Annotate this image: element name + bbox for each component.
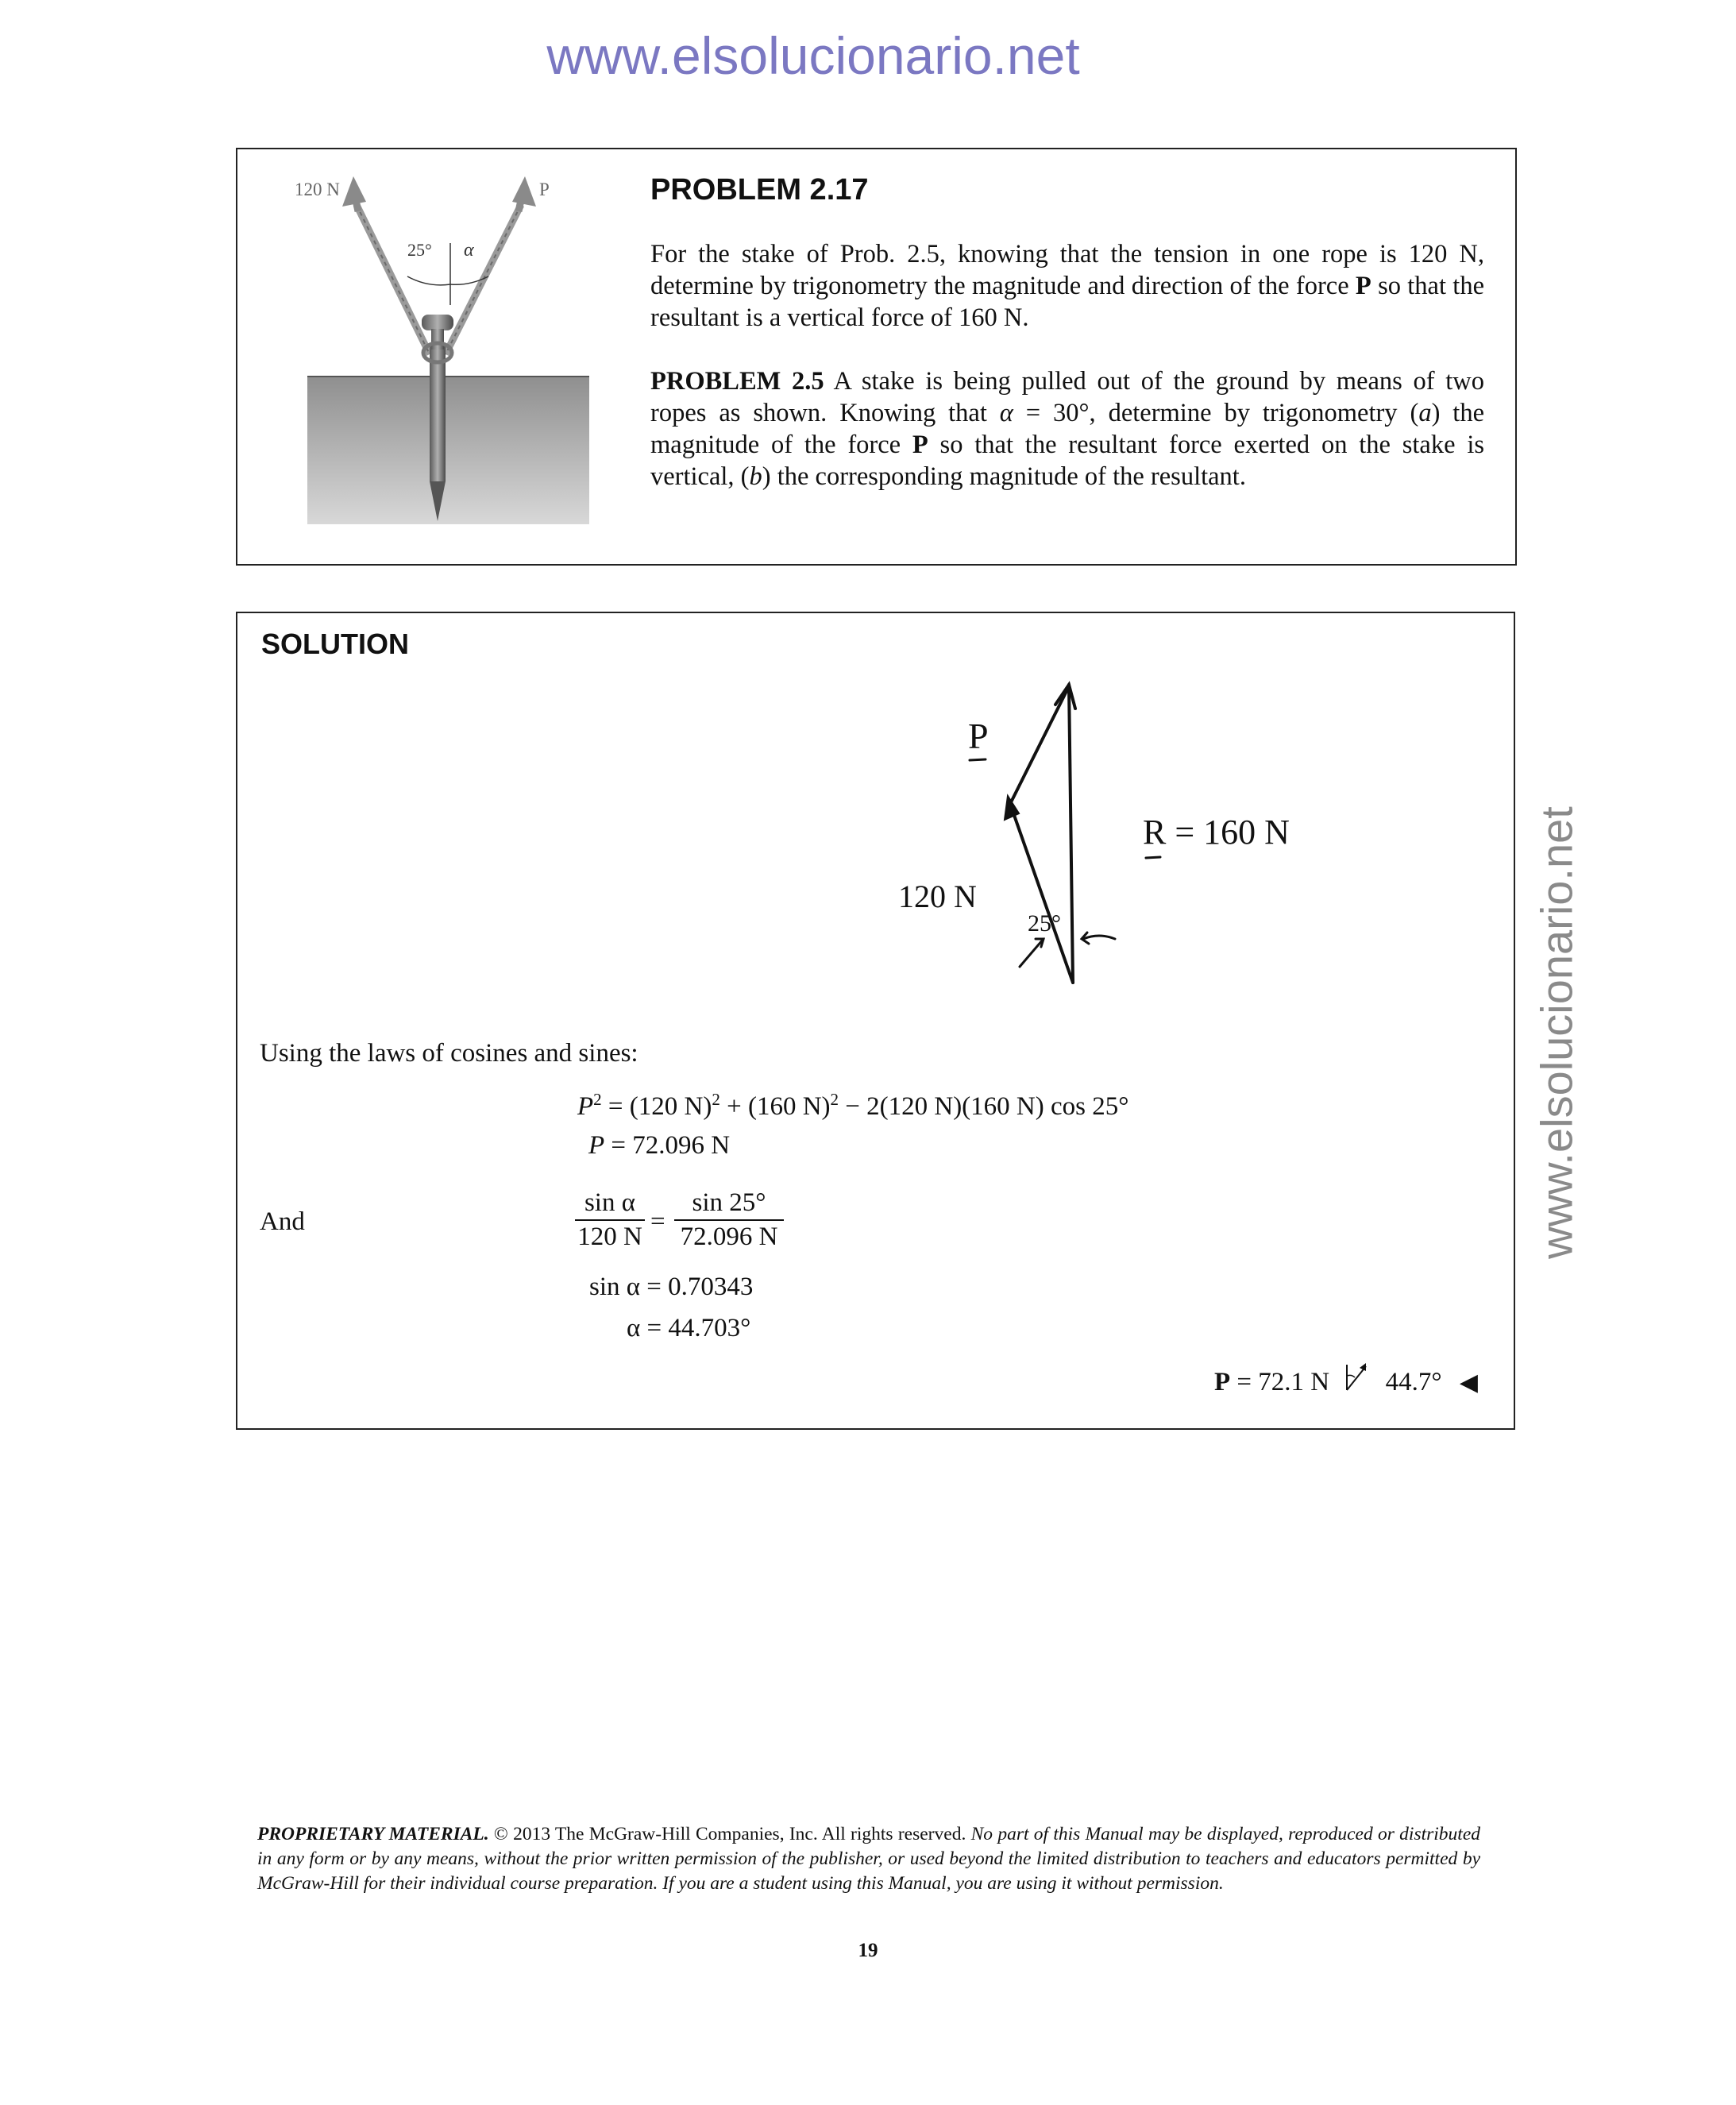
stake: [430, 346, 446, 481]
eq-cos-sup: 2: [593, 1090, 602, 1109]
law-of-sines-right: [674, 1188, 784, 1252]
text-run: 2: [830, 1090, 839, 1109]
text-run: = (120 N): [601, 1092, 712, 1121]
force-p-line: [1010, 686, 1069, 804]
angle-mark-left: [1020, 939, 1044, 967]
stake-head: [422, 315, 453, 330]
force-120n-line: [1010, 804, 1073, 983]
alpha-value: α = 44.703°: [627, 1314, 751, 1342]
text-run: For the stake of Prob. 2.5, knowing that the tension in one rope is 120 N, determine by trigonometry the magnitude and direction of the force: [650, 240, 1484, 300]
problem-reference: [650, 365, 1484, 492]
text-run: α: [999, 399, 1013, 427]
magnitude-p: [588, 1131, 730, 1161]
sketch-label-r: R = 160 N: [1143, 813, 1290, 852]
answer-rest: = 72.1 N: [1230, 1368, 1330, 1396]
text-run: − 2(120 N)(160 N) cos 25°: [839, 1092, 1129, 1121]
eq-cos-lhs: P: [577, 1092, 594, 1121]
direction-icon: [1341, 1361, 1372, 1393]
angle-arc-25: [407, 276, 450, 285]
resultant-line: [1069, 685, 1073, 983]
text-run: ) the corresponding magnitude of the resultant.: [762, 462, 1246, 491]
angle-mark-right: [1083, 936, 1115, 939]
ground: [307, 377, 589, 524]
text-run: PROBLEM 2.5: [650, 367, 824, 396]
problem-heading: PROBLEM 2.17: [650, 173, 869, 207]
answer-end-marker: ◀: [1459, 1369, 1478, 1396]
label-120n: 120 N: [295, 180, 340, 199]
label-alpha: α: [464, 240, 474, 261]
final-answer: [1214, 1361, 1478, 1397]
problem-statement: [650, 238, 1484, 334]
sketch-label-p: P: [968, 716, 989, 756]
text-run: No part of this Manual may be displayed, reproduced or distributed in any form or by any means, without the prior written permission of the publisher, or used beyond the limited distribution to teachers and educators permitted by McGraw-Hill for their individual course preparation. If you are a student using this Manual, you are using it without permission.: [257, 1824, 1481, 1894]
text-run: = 30°, determine by trigonometry (: [1013, 399, 1419, 427]
text-run: ) the magnitude of the force: [650, 399, 1485, 459]
watermark-top[interactable]: www.elsolucionario.net: [546, 26, 1080, 85]
sines-equals: =: [650, 1207, 665, 1236]
answer-angle: 44.7°: [1385, 1368, 1442, 1396]
eq-p-rhs: = 72.096 N: [604, 1131, 731, 1160]
answer-p: P: [1214, 1368, 1231, 1396]
frac-right-num: sin 25°: [674, 1188, 784, 1221]
proprietary-notice: [257, 1822, 1480, 1896]
text-run: + (160 N): [719, 1092, 831, 1121]
watermark-side-text[interactable]: www.elsolucionario.net: [1531, 806, 1582, 1259]
frac-left-num: sin α: [575, 1188, 645, 1221]
text-run: a: [1418, 399, 1432, 427]
text-run: A stake is being pulled out of the ground by means of two ropes as shown. Knowing that: [650, 367, 1484, 427]
text-run: © 2013 The McGraw-Hill Companies, Inc. All rights reserved.: [488, 1824, 971, 1844]
stake-figure: [237, 149, 611, 547]
frac-left-den: 120 N: [577, 1222, 642, 1251]
sketch-label-120n: 120 N: [898, 879, 977, 914]
eq-p-lhs: P: [588, 1131, 605, 1160]
sin-alpha-value: sin α = 0.70343: [589, 1273, 754, 1301]
frac-right-den: 72.096 N: [680, 1222, 778, 1251]
text-run: so that the resultant force exerted on the stake is vertical, (: [650, 431, 1485, 491]
law-of-cosines: [577, 1090, 1128, 1122]
force-triangle-sketch: [627, 677, 1290, 1042]
label-25deg: 25°: [407, 240, 432, 260]
solution-heading: SOLUTION: [261, 628, 409, 660]
eq-cos-rest: [602, 1092, 1129, 1121]
method-intro: Using the laws of cosines and sines:: [260, 1039, 638, 1068]
text-run: so that the resultant is a vertical force of 160 N.: [650, 272, 1484, 332]
problem-box: [236, 148, 1517, 566]
and-label: And: [260, 1207, 305, 1236]
text-run: 2: [712, 1090, 720, 1109]
text-run: b: [749, 462, 762, 491]
text-run: PROPRIETARY MATERIAL.: [257, 1824, 489, 1844]
text-run: P: [1355, 272, 1371, 300]
solution-box: [236, 612, 1515, 1430]
sketch-label-25deg: 25°: [1028, 910, 1061, 937]
label-p: P: [539, 180, 550, 199]
text-run: P: [912, 431, 928, 459]
law-of-sines-left: [575, 1188, 645, 1252]
page-number: 19: [858, 1940, 878, 1961]
